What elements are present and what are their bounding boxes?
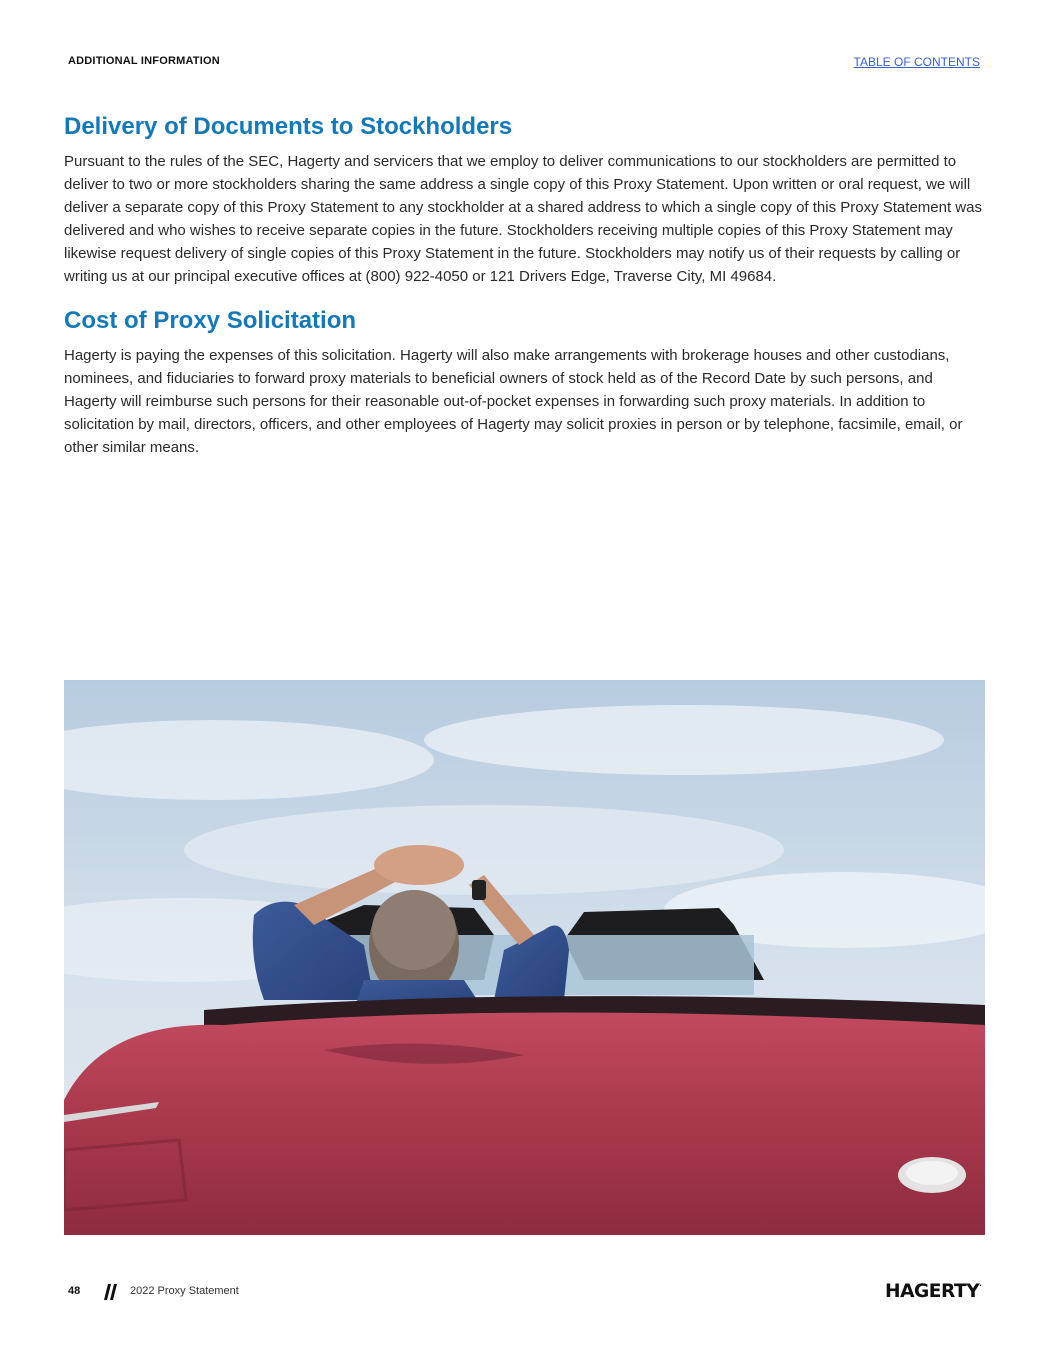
table-of-contents-link[interactable]: TABLE OF CONTENTS: [853, 55, 980, 69]
main-content: [64, 110, 986, 459]
section-heading-delivery: Delivery of Documents to Stockholders: [64, 113, 513, 140]
section-label: ADDITIONAL INFORMATION: [68, 55, 220, 67]
document-title: 2022 Proxy Statement: [130, 1285, 239, 1297]
section-body-cost: Hagerty is paying the expenses of this solicitation. Hagerty will also make arrangements with brokerage houses and other custodians, nominees, and fiduciaries to forward proxy materials to beneficial owners of stock held as of the Record Date by such persons, and Hagerty will reimburse such persons for their reasonable out-of-pocket expenses in forwarding such proxy materials. In addition to solicitation by mail, directors, officers, and other employees of Hagerty may solicit proxies in person or by telephone, facsimile, email, or other similar means.: [64, 347, 963, 456]
hagerty-logo: [885, 1280, 981, 1302]
section-heading-cost: Cost of Proxy Solicitation: [64, 307, 357, 334]
page-number: 48: [68, 1285, 81, 1297]
logo-mark: .: [978, 1280, 982, 1288]
section-body-delivery: Pursuant to the rules of the SEC, Hagerty and servicers that we employ to deliver communications to our stockholders are permitted to deliver to two or more stockholders sharing the same address a single copy of this Proxy Statement. Upon written or oral request, we will deliver a separate copy of this Proxy Statement to any stockholder at a shared address to which a single copy of this Proxy Statement was delivered and who wishes to receive separate copies in the future. Stockholders receiving multiple copies of this Proxy Statement may likewise request delivery of single copies of this Proxy Statement in the future. Stockholders may notify us of their requests by calling or writing us at our principal executive offices at (800) 922-4050 or 121 Drivers Edge, Traverse City, MI 49684.: [64, 153, 982, 285]
logo-text: HAGERTY: [884, 1280, 979, 1302]
section-delivery-of-documents: [64, 110, 986, 288]
page-footer: [68, 1280, 982, 1303]
double-slash-icon: [100, 1283, 118, 1301]
section-cost-of-proxy-solicitation: [64, 304, 986, 459]
convertible-car-photo: [64, 680, 985, 1235]
